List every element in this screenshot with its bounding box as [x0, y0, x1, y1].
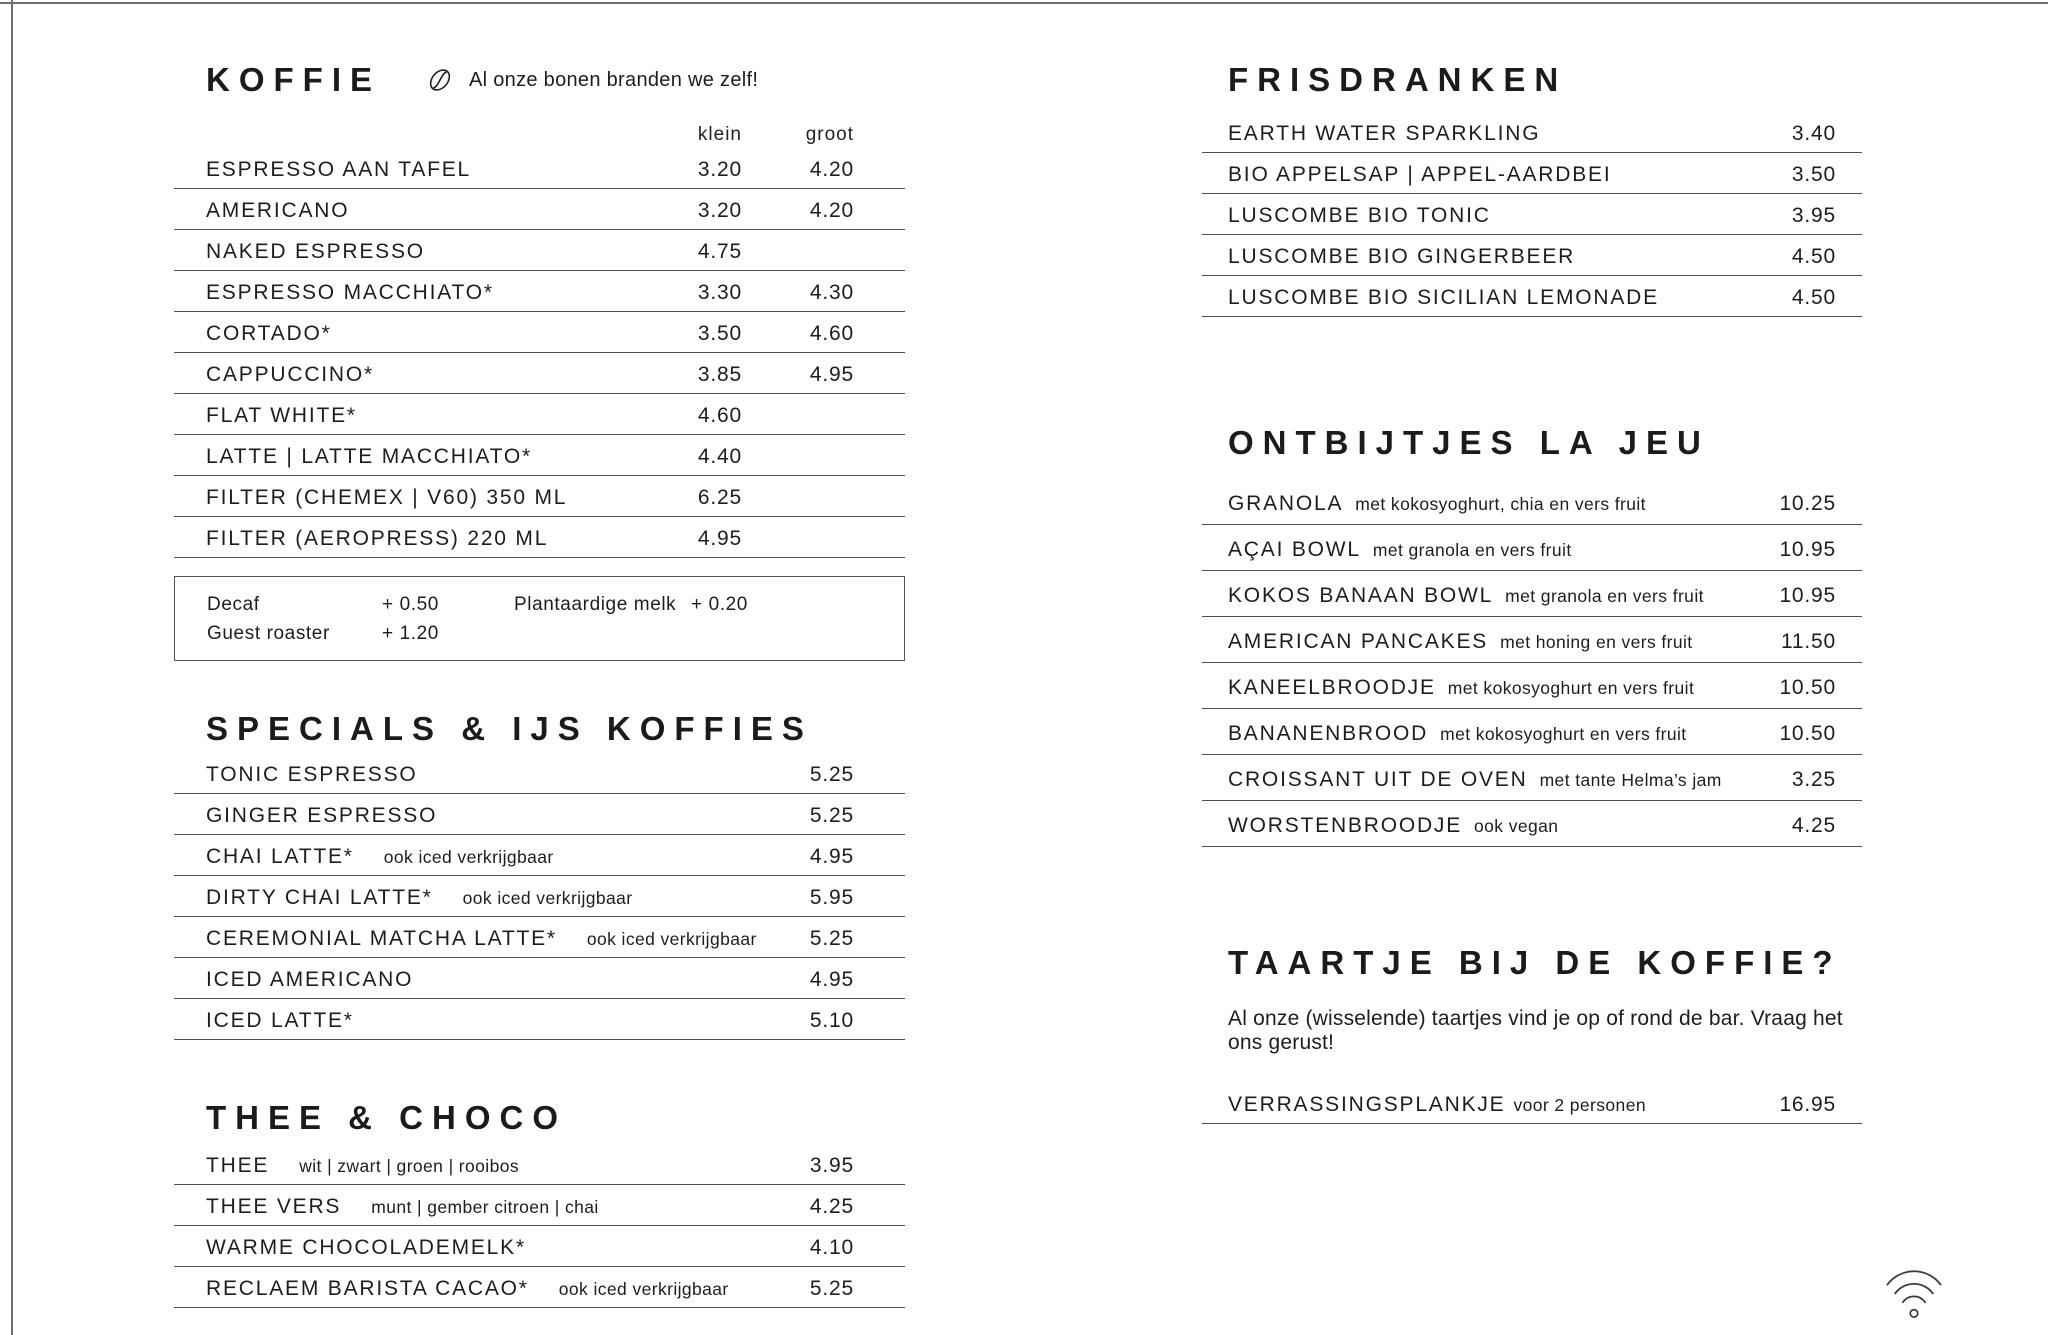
- extra-price: + 1.20: [382, 623, 439, 644]
- menu-item-row: [174, 753, 905, 794]
- item-price: 5.95: [809, 886, 854, 909]
- menu-item-row: [174, 1185, 905, 1226]
- extra-label: Guest roaster: [207, 623, 330, 644]
- item-price: 4.50: [1791, 286, 1836, 309]
- left-column: [174, 60, 905, 1308]
- item-price: 4.10: [809, 1236, 854, 1259]
- item-price: 10.25: [1779, 492, 1836, 515]
- item-price: 3.25: [1791, 768, 1836, 791]
- item-price: 11.50: [1781, 630, 1836, 653]
- extra-label: Plantaardige melk: [514, 594, 677, 615]
- item-price-groot: 4.20: [809, 158, 854, 181]
- item-price: 5.25: [809, 804, 854, 827]
- menu-item-row: [1202, 525, 1862, 571]
- menu-item-row: [174, 271, 905, 312]
- item-name: LUSCOMBE BIO SICILIAN LEMONADE: [1228, 286, 1659, 309]
- extra-price: + 0.50: [382, 594, 439, 615]
- item-price-klein: 6.25: [697, 486, 742, 509]
- menu-item-row: [174, 1267, 905, 1308]
- menu-item-row: [1202, 801, 1862, 847]
- item-price-klein: 3.50: [697, 322, 742, 345]
- item-name: FILTER (AEROPRESS) 220 ML: [206, 527, 549, 550]
- menu-item-row: [1202, 663, 1862, 709]
- item-price: 3.95: [809, 1154, 854, 1177]
- menu-item-row: [1202, 709, 1862, 755]
- section-title-thee: THEE & CHOCO: [206, 1099, 568, 1136]
- item-name: GRANOLA: [1228, 492, 1344, 515]
- item-name: WARME CHOCOLADEMELK*: [206, 1236, 526, 1259]
- menu-item-row: [1202, 235, 1862, 276]
- menu-item-row: [1202, 276, 1862, 317]
- item-name: ICED AMERICANO: [206, 968, 414, 991]
- extras-row: [207, 590, 904, 619]
- wifi-icon: [1878, 1258, 1950, 1325]
- item-name: ESPRESSO MACCHIATO*: [206, 281, 494, 304]
- item-price: 4.95: [809, 968, 854, 991]
- extra-price: + 0.20: [691, 594, 748, 615]
- item-price: 10.50: [1779, 676, 1836, 699]
- item-price-klein: 3.20: [697, 158, 742, 181]
- menu-item-row: [1202, 153, 1862, 194]
- item-price: 5.25: [809, 1277, 854, 1300]
- item-price: 4.50: [1791, 245, 1836, 268]
- item-name: CAPPUCCINO*: [206, 363, 374, 386]
- menu-item-row: [174, 435, 905, 476]
- item-note: wit | zwart | groen | rooibos: [299, 1156, 519, 1176]
- koffie-header: [174, 60, 905, 100]
- menu-item-row: [1202, 479, 1862, 525]
- item-price: 5.25: [809, 927, 854, 950]
- item-price-klein: 4.95: [697, 527, 742, 550]
- item-price: 3.50: [1791, 163, 1836, 186]
- column-label-groot: groot: [805, 124, 854, 145]
- coffee-bean-icon: [425, 65, 455, 95]
- item-note: met tante Helma’s jam: [1539, 770, 1722, 790]
- page-edge-top: [0, 2, 2048, 4]
- item-name: VERRASSINGSPLANKJE: [1228, 1093, 1506, 1116]
- item-note: met honing en vers fruit: [1500, 632, 1693, 652]
- menu-item-row: [174, 1144, 905, 1185]
- item-price-klein: 3.20: [697, 199, 742, 222]
- item-note: ook iced verkrijgbaar: [586, 929, 757, 949]
- item-name: BIO APPELSAP | APPEL-AARDBEI: [1228, 163, 1612, 186]
- item-note: ook iced verkrijgbaar: [558, 1279, 729, 1299]
- item-name: CROISSANT UIT DE OVEN: [1228, 768, 1528, 791]
- section-title-taartje: TAARTJE BIJ DE KOFFIE?: [1228, 944, 1842, 981]
- price-columns-header: [174, 100, 905, 148]
- item-note: munt | gember citroen | chai: [371, 1197, 599, 1217]
- menu-item-row: [174, 1226, 905, 1267]
- item-price-klein: 4.40: [697, 445, 742, 468]
- section-title-koffie: KOFFIE: [206, 61, 381, 98]
- item-price-groot: 4.95: [809, 363, 854, 386]
- item-name: ICED LATTE*: [206, 1009, 354, 1032]
- item-name: THEE wit | zwart | groen | rooibos: [206, 1154, 519, 1177]
- item-note: met kokosyoghurt en vers fruit: [1447, 678, 1695, 698]
- menu-item-row: [174, 794, 905, 835]
- item-name: FILTER (CHEMEX | V60) 350 ML: [206, 486, 568, 509]
- menu-item-row: [174, 917, 905, 958]
- item-name: LUSCOMBE BIO GINGERBEER: [1228, 245, 1576, 268]
- item-note: met granola en vers fruit: [1372, 540, 1572, 560]
- koffie-tagline: Al onze bonen branden we zelf!: [469, 68, 759, 91]
- item-price-klein: 4.75: [697, 240, 742, 263]
- item-name: NAKED ESPRESSO: [206, 240, 425, 263]
- item-price-groot: 4.60: [809, 322, 854, 345]
- item-price: 3.40: [1791, 122, 1836, 145]
- menu-item-row: [174, 476, 905, 517]
- item-name: ESPRESSO AAN TAFEL: [206, 158, 472, 181]
- menu-item-row: [174, 353, 905, 394]
- item-name: KANEELBROODJE: [1228, 676, 1436, 699]
- item-name: AMERICANO: [206, 199, 350, 222]
- item-price: 4.25: [809, 1195, 854, 1218]
- item-name: RECLAEM BARISTA CACAO* ook iced verkrijgbaar: [206, 1277, 729, 1300]
- extras-box: [174, 576, 905, 661]
- taartje-body-text: Al onze (wisselende) taartjes vind je op of rond de bar. Vraag het ons gerust!: [1228, 1007, 1843, 1054]
- menu-item-row: [174, 230, 905, 271]
- item-note: ook iced verkrijgbaar: [462, 888, 633, 908]
- item-name: CORTADO*: [206, 322, 332, 345]
- item-price-klein: 4.60: [697, 404, 742, 427]
- menu-item-row: [1202, 571, 1862, 617]
- item-name: WORSTENBROODJE: [1228, 814, 1463, 837]
- item-name: CEREMONIAL MATCHA LATTE* ook iced verkrijgbaar: [206, 927, 757, 950]
- item-name: CHAI LATTE* ook iced verkrijgbaar: [206, 845, 554, 868]
- item-note: voor 2 personen: [1513, 1095, 1646, 1115]
- item-price: 10.50: [1779, 722, 1836, 745]
- item-price: 4.25: [1791, 814, 1836, 837]
- extras-row: [207, 619, 904, 648]
- menu-item-row: [1202, 1083, 1862, 1124]
- item-name: LUSCOMBE BIO TONIC: [1228, 204, 1491, 227]
- menu-item-row: [1202, 112, 1862, 153]
- item-price: 16.95: [1779, 1093, 1836, 1116]
- item-name: THEE VERS munt | gember citroen | chai: [206, 1195, 599, 1218]
- menu-item-row: [174, 835, 905, 876]
- menu-item-row: [174, 876, 905, 917]
- item-name: FLAT WHITE*: [206, 404, 357, 427]
- item-name: KOKOS BANAAN BOWL: [1228, 584, 1494, 607]
- item-price-groot: 4.20: [809, 199, 854, 222]
- item-note: ook vegan: [1474, 816, 1559, 836]
- section-title-specials: SPECIALS & IJS KOFFIES: [206, 710, 813, 747]
- item-name: DIRTY CHAI LATTE* ook iced verkrijgbaar: [206, 886, 633, 909]
- menu-item-row: [174, 517, 905, 558]
- item-note: ook iced verkrijgbaar: [383, 847, 554, 867]
- menu-item-row: [174, 148, 905, 189]
- item-name: EARTH WATER SPARKLING: [1228, 122, 1541, 145]
- section-title-ontbijtjes: ONTBIJTJES LA JEU: [1228, 424, 1710, 461]
- item-price: 10.95: [1779, 584, 1836, 607]
- right-column: [1202, 60, 1862, 1124]
- menu-item-row: [174, 999, 905, 1040]
- item-note: met granola en vers fruit: [1505, 586, 1704, 606]
- item-price: 3.95: [1791, 204, 1836, 227]
- item-name: TONIC ESPRESSO: [206, 763, 418, 786]
- item-name: LATTE | LATTE MACCHIATO*: [206, 445, 532, 468]
- section-title-frisdranken: FRISDRANKEN: [1228, 61, 1568, 98]
- menu-item-row: [1202, 755, 1862, 801]
- item-price: 10.95: [1779, 538, 1836, 561]
- item-name: AÇAI BOWL: [1228, 538, 1361, 561]
- menu-item-row: [174, 312, 905, 353]
- item-price: 4.95: [809, 845, 854, 868]
- menu-item-row: [174, 394, 905, 435]
- item-price: 5.25: [809, 763, 854, 786]
- item-note: met kokosyoghurt, chia en vers fruit: [1355, 494, 1646, 514]
- item-name: AMERICAN PANCAKES: [1228, 630, 1489, 653]
- page-edge-left: [11, 0, 13, 1335]
- menu-item-row: [1202, 194, 1862, 235]
- item-price: 5.10: [809, 1009, 854, 1032]
- menu-item-row: [174, 958, 905, 999]
- item-note: met kokosyoghurt en vers fruit: [1440, 724, 1687, 744]
- item-price-groot: 4.30: [809, 281, 854, 304]
- item-name: BANANENBROOD: [1228, 722, 1429, 745]
- item-price-klein: 3.85: [697, 363, 742, 386]
- column-label-klein: klein: [697, 124, 742, 145]
- menu-item-row: [1202, 617, 1862, 663]
- extra-label: Decaf: [207, 594, 260, 615]
- item-name: GINGER ESPRESSO: [206, 804, 438, 827]
- menu-item-row: [174, 189, 905, 230]
- item-price-klein: 3.30: [697, 281, 742, 304]
